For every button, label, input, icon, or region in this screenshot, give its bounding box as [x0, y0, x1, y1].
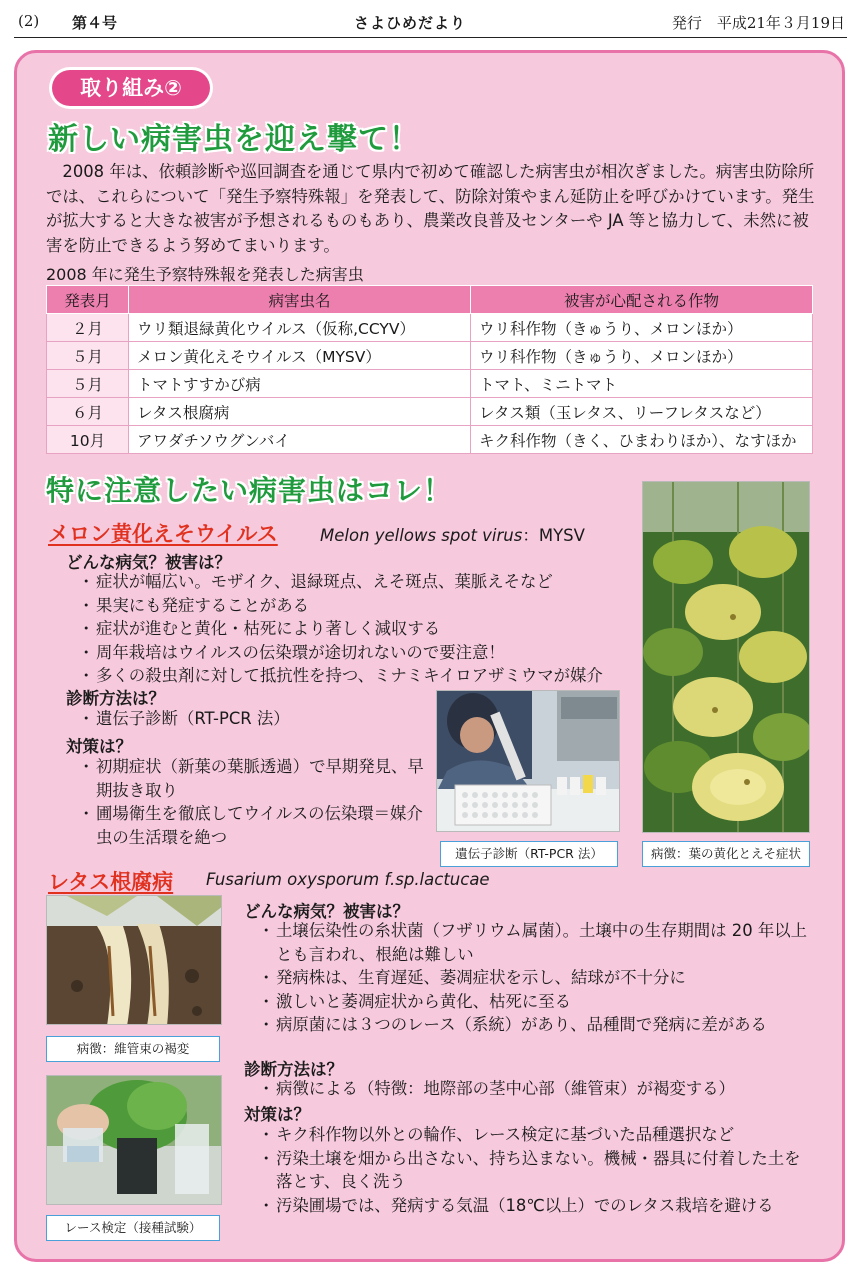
- lettuce-diagnosis-list: [262, 1077, 816, 1101]
- lettuce-q-symptoms: どんな病気？被害は？: [244, 902, 409, 921]
- publish-date: 発行 平成21年３月19日: [671, 14, 845, 32]
- lettuce-test-photo: [46, 1075, 222, 1205]
- table-cell-pest: レタス根腐病: [129, 398, 471, 426]
- table-header-cell: 被害が心配される作物: [471, 286, 813, 314]
- focus-heading: 特に注意したい病害虫はコレ！: [46, 474, 453, 507]
- melon-leaf-photo-caption: 病徴：葉の黄化とえそ症状: [642, 841, 810, 867]
- page-number: (2): [18, 12, 40, 30]
- table-header-cell: 発表月: [47, 286, 129, 314]
- melon-scientific-name: [320, 522, 585, 546]
- list-item: ・ 病原菌には３つのレース（系統）があり、品種間で発病に差がある: [262, 1013, 816, 1037]
- list-item: ・ 果実にも発症することがある: [82, 594, 642, 618]
- table-cell-crop: ウリ科作物（きゅうり、メロンほか）: [471, 342, 813, 370]
- list-item: ・ 土壌伝染性の糸状菌（フザリウム属菌）。土壌中の生存期間は 20 年以上とも言われ、根絶は難しい: [262, 919, 816, 966]
- list-item: ・ 初期症状（新葉の葉脈透過）で早期発見、早期抜き取り: [82, 755, 432, 802]
- melon-abbr: ：MYSV: [522, 526, 585, 545]
- melon-sci-text: Melon yellows spot virus: [320, 526, 523, 545]
- list-item: ・ 遺伝子診断（RT-PCR 法）: [82, 707, 422, 731]
- melon-q-symptoms: どんな病気？被害は？: [66, 553, 231, 572]
- melon-disease-title: メロン黄化えそウイルス: [48, 522, 278, 546]
- lab-photo: [436, 690, 620, 832]
- list-item: ・ 圃場衛生を徹底してウイルスの伝染環＝媒介虫の生活環を絶つ: [82, 802, 432, 849]
- newsletter-title: さよひめだより: [354, 14, 467, 32]
- table-cell-crop: トマト、ミニトマト: [471, 370, 813, 398]
- page-header: [14, 8, 847, 38]
- lettuce-q-diagnosis: 診断方法は？: [244, 1060, 343, 1079]
- section-badge: 取り組み②: [52, 70, 210, 106]
- table-row: [47, 426, 813, 454]
- list-item: ・ 周年栽培はウイルスの伝染環が途切れないので要注意！: [82, 641, 642, 665]
- list-item: ・ 汚染圃場では、発病する気温（18℃以上）でのレタス栽培を避ける: [262, 1194, 816, 1218]
- table-cell-month: 10月: [47, 426, 129, 454]
- lettuce-test-photo-caption: レース検定（接種試験）: [46, 1215, 220, 1241]
- intro-paragraph: 2008 年は、依頼診断や巡回調査を通じて県内で初めて確認した病害虫が相次ぎました。病害虫防除所では、これらについて「発生予察特殊報」を発表して、防除対策やまん延防止を呼びかけています。発生が拡大すると大きな被害が予想されるものもあり、農業改良普及センターや JA 等と協力して、未然に被害を防止できるよう努めてまいります。: [46, 162, 815, 255]
- lettuce-scientific-name: Fusarium oxysporum f.sp.lactucae: [206, 870, 490, 889]
- table-cell-pest: トマトすすかび病: [129, 370, 471, 398]
- melon-diagnosis-list: [82, 707, 422, 731]
- lettuce-symptom-list: [262, 919, 816, 1037]
- table-row: [47, 398, 813, 426]
- table-cell-pest: アワダチソウグンバイ: [129, 426, 471, 454]
- table-cell-crop: キク科作物（きく、ひまわりほか）、なすほか: [471, 426, 813, 454]
- list-item: ・ キク科作物以外との輪作、レース検定に基づいた品種選択など: [262, 1123, 816, 1147]
- section-heading: 新しい病害虫を迎え撃て！: [48, 122, 420, 157]
- pest-table: [46, 285, 813, 454]
- table-cell-pest: ウリ類退緑黄化ウイルス（仮称,CCYV）: [129, 314, 471, 342]
- table-row: [47, 370, 813, 398]
- lettuce-root-photo: [46, 895, 222, 1025]
- table-row: [47, 342, 813, 370]
- melon-q-measures: 対策は？: [66, 737, 132, 756]
- table-cell-month: ５月: [47, 342, 129, 370]
- list-item: ・ 汚染土壌を畑から出さない、持ち込まない。機械・器具に付着した土を落とす、良く洗う: [262, 1147, 816, 1194]
- table-cell-crop: ウリ科作物（きゅうり、メロンほか）: [471, 314, 813, 342]
- lab-photo-caption: 遺伝子診断（RT-PCR 法）: [440, 841, 618, 867]
- list-item: ・ 症状が進むと黄化・枯死により著しく減収する: [82, 617, 642, 641]
- table-row: [47, 314, 813, 342]
- issue-number: 第４号: [72, 14, 118, 32]
- lettuce-measures-list: [262, 1123, 816, 1217]
- table-header-row: [47, 286, 813, 314]
- table-cell-month: ６月: [47, 398, 129, 426]
- lettuce-q-measures: 対策は？: [244, 1105, 310, 1124]
- list-item: ・ 病徴による（特徴：地際部の茎中心部（維管束）が褐変する）: [262, 1077, 816, 1101]
- melon-q-diagnosis: 診断方法は？: [66, 689, 165, 708]
- table-caption: 2008 年に発生予察特殊報を発表した病害虫: [46, 265, 364, 284]
- list-item: ・ 激しいと萎凋症状から黄化、枯死に至る: [262, 990, 816, 1014]
- list-item: ・ 発病株は、生育遅延、萎凋症状を示し、結球が不十分に: [262, 966, 816, 990]
- table-cell-month: ２月: [47, 314, 129, 342]
- melon-symptom-list: [82, 570, 642, 688]
- table-header-cell: 病害虫名: [129, 286, 471, 314]
- table-cell-pest: メロン黄化えそウイルス（MYSV）: [129, 342, 471, 370]
- table-cell-crop: レタス類（玉レタス、リーフレタスなど）: [471, 398, 813, 426]
- list-item: ・ 症状が幅広い。モザイク、退緑斑点、えそ斑点、葉脈えそなど: [82, 570, 642, 594]
- list-item: ・ 多くの殺虫剤に対して抵抗性を持つ、ミナミキイロアザミウマが媒介: [82, 664, 642, 688]
- lettuce-disease-title: レタス根腐病: [48, 870, 174, 894]
- table-cell-month: ５月: [47, 370, 129, 398]
- lettuce-root-photo-caption: 病徴：維管束の褐変: [46, 1036, 220, 1062]
- melon-measures-list: [82, 755, 432, 849]
- melon-leaf-photo: [642, 481, 810, 833]
